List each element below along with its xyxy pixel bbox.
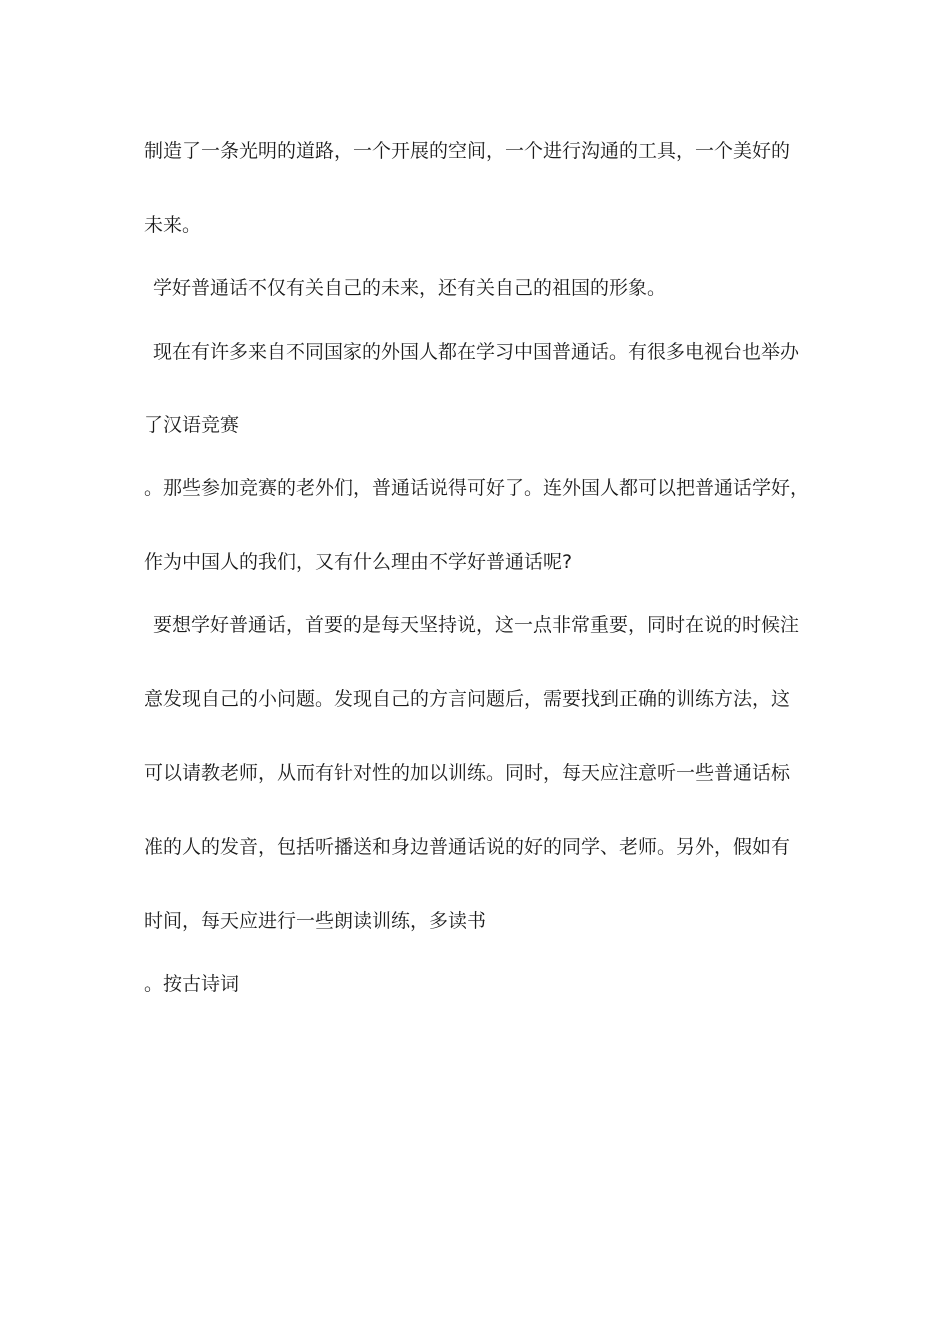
text-line: 作为中国人的我们，又有什么理由不学好普通话呢? [144, 551, 573, 573]
text-line: 未来。 [144, 214, 202, 236]
text-line: 可以请教老师，从而有针对性的加以训练。同时，每天应注意听一些普通话标 [144, 762, 791, 784]
paragraph-line: 学好普通话不仅有关自己的未来，还有关自己的祖国的形象。 [153, 277, 667, 299]
text-line: 准的人的发音，包括听播送和身边普通话说的好的同学、老师。另外，假如有 [144, 836, 791, 858]
text-line: 。那些参加竞赛的老外们，普通话说得可好了。连外国人都可以把普通话学好， [144, 477, 810, 499]
text-line: 意发现自己的小问题。发现自己的方言问题后，需要找到正确的训练方法，这 [144, 688, 791, 710]
text-line: 制造了一条光明的道路，一个开展的空间，一个进行沟通的工具，一个美好的 [144, 140, 791, 162]
paragraph-line: 现在有许多来自不同国家的外国人都在学习中国普通话。有很多电视台也举办 [153, 341, 800, 363]
text-line: 时间，每天应进行一些朗读训练，多读书 [144, 910, 487, 932]
text-line: 。按古诗词 [144, 973, 240, 995]
text-line: 了汉语竞赛 [144, 414, 240, 436]
paragraph-line: 要想学好普通话，首要的是每天坚持说，这一点非常重要，同时在说的时候注 [153, 614, 800, 636]
